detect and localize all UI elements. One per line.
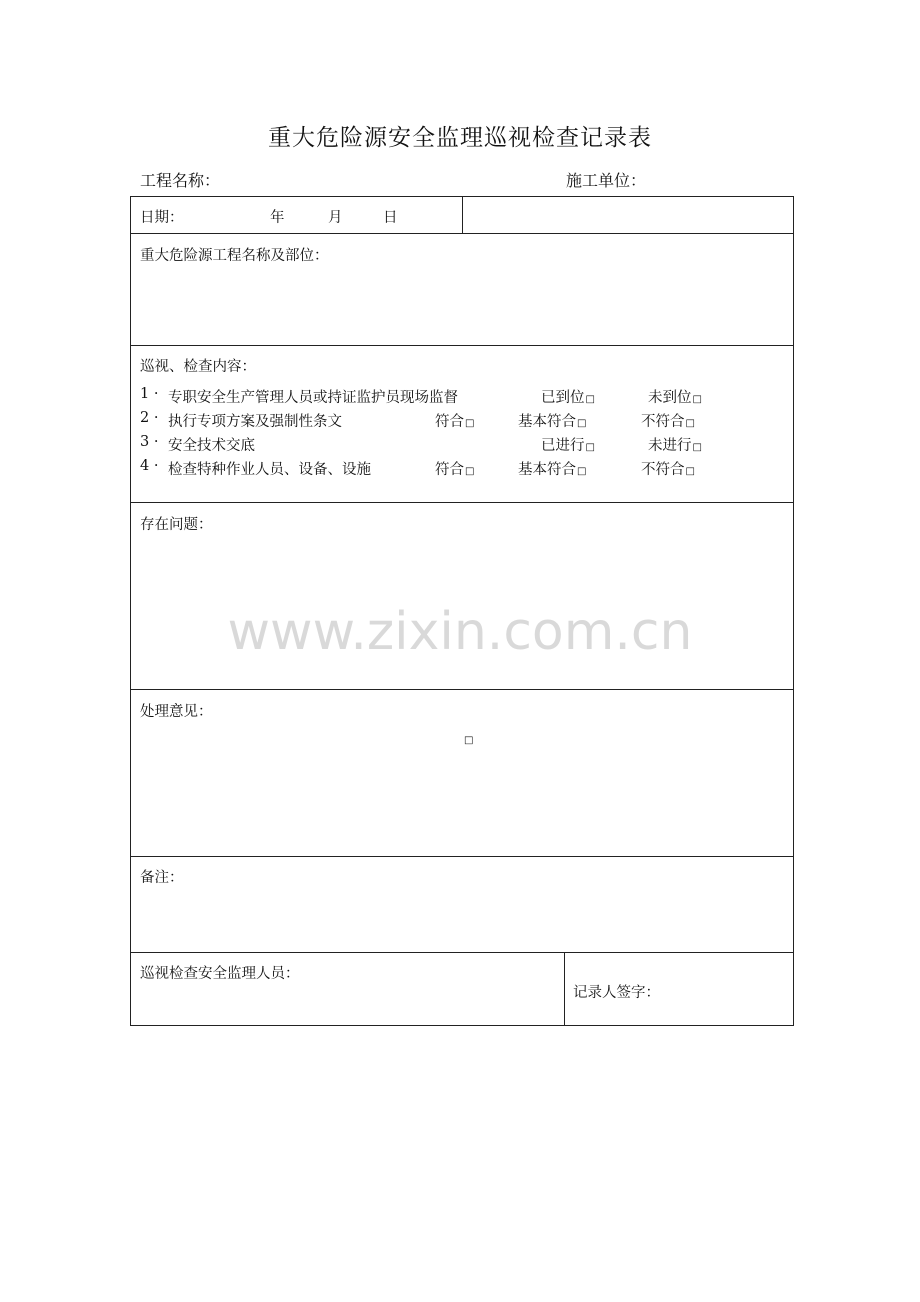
item-3-option-done[interactable] xyxy=(541,434,595,455)
inspector-label: 巡视检查安全监理人员： xyxy=(140,966,300,982)
checkbox-icon xyxy=(576,462,586,478)
contractor-label: 施工单位： xyxy=(566,171,647,190)
item-2-text: 执行专项方案及强制性条文 xyxy=(168,414,342,430)
date-day: 日 xyxy=(383,210,398,226)
item-2-option-noncomply[interactable] xyxy=(641,410,695,431)
remarks-field[interactable] xyxy=(131,888,793,951)
item-4-option-noncomply-label: 不符合 xyxy=(641,462,685,478)
item-1-option-present-label: 已到位 xyxy=(541,390,585,406)
checkbox-icon xyxy=(464,462,474,478)
item-2-option-comply[interactable] xyxy=(435,410,474,431)
checkbox-icon xyxy=(692,390,702,406)
item-2-option-comply-label: 符合 xyxy=(435,414,464,430)
checkbox-icon xyxy=(692,438,702,454)
item-3-text: 安全技术交底 xyxy=(168,438,255,454)
item-2-number: 2 · xyxy=(140,410,159,426)
project-location-field[interactable] xyxy=(131,266,793,344)
issues-label: 存在问题： xyxy=(140,517,213,533)
date-year: 年 xyxy=(270,210,285,226)
item-1-number: 1 · xyxy=(140,386,159,402)
item-4-option-comply[interactable] xyxy=(435,458,474,479)
date-right-field[interactable] xyxy=(463,197,793,233)
project-location-label: 重大危险源工程名称及部位： xyxy=(140,248,329,264)
item-1-option-absent-label: 未到位 xyxy=(648,390,692,406)
date-label: 日期： xyxy=(140,210,184,226)
item-4-text: 检查特种作业人员、设备、设施 xyxy=(168,462,371,478)
recorder-signature-label: 记录人签字： xyxy=(573,985,660,1001)
date-month: 月 xyxy=(328,210,343,226)
item-4-option-noncomply[interactable] xyxy=(641,458,695,479)
item-3-option-notdone[interactable] xyxy=(648,434,702,455)
item-3-option-notdone-label: 未进行 xyxy=(648,438,692,454)
item-3-number: 3 · xyxy=(140,434,159,450)
item-1-option-absent[interactable] xyxy=(648,386,702,407)
checkbox-icon xyxy=(685,414,695,430)
signature-divider xyxy=(564,952,565,1026)
checkbox-icon xyxy=(585,390,595,406)
watermark: www.zixin.com.cn xyxy=(227,602,693,662)
item-3-option-done-label: 已进行 xyxy=(541,438,585,454)
checkbox-icon xyxy=(576,414,586,430)
item-4-number: 4 · xyxy=(140,458,159,474)
checkbox-icon xyxy=(685,462,695,478)
form-title: 重大危险源安全监理巡视检查记录表 xyxy=(268,125,652,151)
checkbox-icon[interactable] xyxy=(463,731,473,747)
item-4-option-basic-label: 基本符合 xyxy=(518,462,576,478)
inspection-label: 巡视、检查内容： xyxy=(140,359,256,375)
handling-label: 处理意见： xyxy=(140,704,213,720)
checkbox-icon xyxy=(464,414,474,430)
item-2-option-noncomply-label: 不符合 xyxy=(641,414,685,430)
item-1-option-present[interactable] xyxy=(541,386,595,407)
item-2-option-basic[interactable] xyxy=(518,410,586,431)
project-name-label: 工程名称： xyxy=(140,171,221,190)
checkbox-icon xyxy=(585,438,595,454)
item-4-option-comply-label: 符合 xyxy=(435,462,464,478)
remarks-label: 备注： xyxy=(140,870,184,886)
handling-field[interactable] xyxy=(131,752,793,854)
item-1-text: 专职安全生产管理人员或持证监护员现场监督 xyxy=(168,390,458,406)
item-2-option-basic-label: 基本符合 xyxy=(518,414,576,430)
item-4-option-basic[interactable] xyxy=(518,458,586,479)
